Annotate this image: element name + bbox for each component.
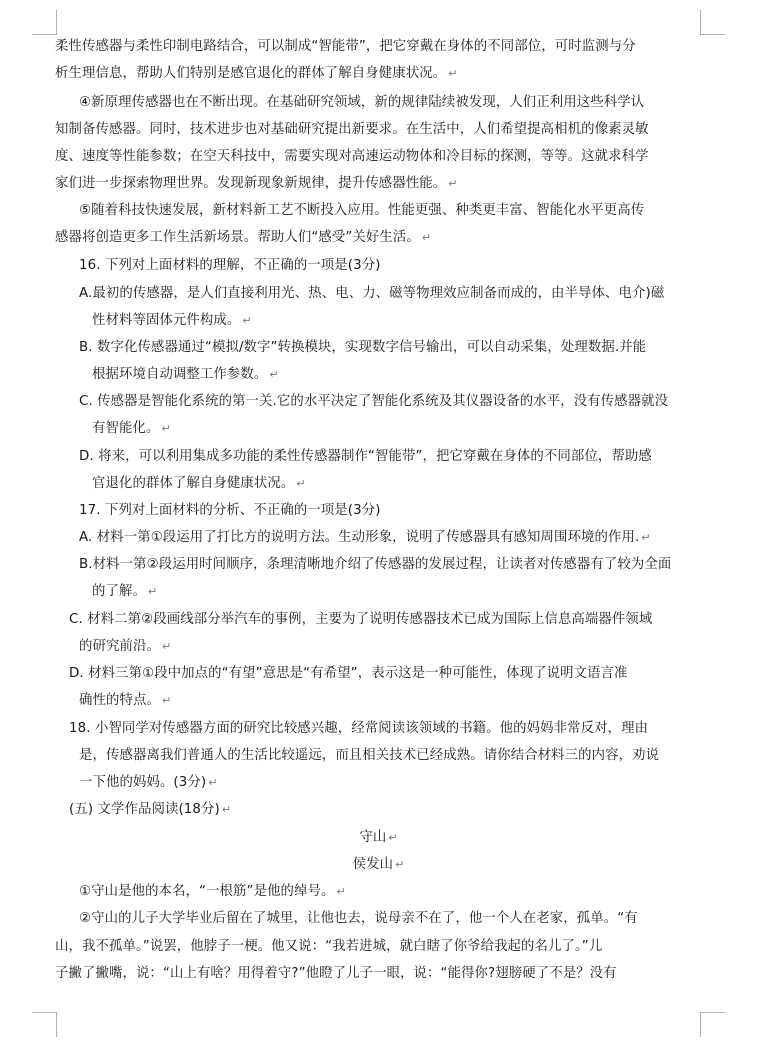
- corner-mark-bottom-left: [32, 1012, 57, 1037]
- text-line: 山，我不孤单。”说罢，他脖子一梗。他又说：“我若进城，就白瞎了你爷给我起的名儿了。”儿: [55, 939, 603, 954]
- text-line: 的研究前沿。 ↵: [79, 639, 172, 654]
- text-line: 度、速度等性能参数；在空天科技中，需要实现对高速运动物体和冷目标的探测，等等。这就求科学: [55, 149, 649, 164]
- text-line: ④新原理传感器也在不断出现。在基础研究领域，新的规律陆续被发现，人们正利用这些科学认: [79, 95, 645, 110]
- option-16-d: D. 将来，可以利用集成多功能的柔性传感器制作“智能带”，把它穿戴在身体的不同部位，帮助感: [79, 449, 652, 464]
- text-line: 子撇了撇嘴，说：“山上有啥？用得着守?”他瞪了儿子一眼，说：“能得你?翅膀硬了不是？没有: [55, 966, 617, 981]
- option-17-d: D. 材料三第①段中加点的“有望”意思是“有希望”，表示这是一种可能性，体现了说明文语言准: [69, 666, 628, 681]
- section-heading: (五) 文学作品阅读(18分) ↵: [69, 802, 232, 817]
- question-16-stem: 16. 下列对上面材料的理解，不正确的一项是(3分): [79, 258, 381, 273]
- text-line: 析生理信息，帮助人们特别是感官退化的群体了解自身健康状况。 ↵: [55, 66, 458, 81]
- text-line: 有智能化。 ↵: [92, 421, 171, 436]
- corner-mark-bottom-right: [700, 1012, 725, 1037]
- story-author: 侯发山 ↵: [352, 857, 405, 872]
- text-line: ⑤随着科技快速发展，新材料新工艺不断投入应用。性能更强、种类更丰富、智能化水平更高传: [79, 203, 645, 218]
- option-17-a: A. 材料一第①段运用了打比方的说明方法。生动形象，说明了传感器具有感知周围环境的作用. ↵: [79, 530, 651, 545]
- text-line: 一下他的妈妈。(3分) ↵: [79, 775, 218, 790]
- corner-mark-top-left: [32, 10, 57, 35]
- story-title: 守山 ↵: [359, 830, 398, 845]
- option-16-a: A.最初的传感器，是人们直接利用光、热、电、力、磁等物理效应制备而成的，由半导体、电介)磁: [79, 286, 665, 301]
- option-16-b: B. 数字化传感器通过“模拟/数字”转换模块，实现数字信号输出，可以自动采集，处理数据.并能: [79, 340, 647, 355]
- text-line: ①守山是他的本名，“一根筋”是他的绰号。 ↵: [79, 884, 346, 899]
- question-18-stem: 18. 小智同学对传感器方面的研究比较感兴趣，经常阅读该领域的书籍。他的妈妈非常反对，理由: [69, 721, 649, 736]
- text-line: 柔性传感器与柔性印制电路结合，可以制成“智能带”，把它穿戴在身体的不同部位，可时监测与分: [55, 39, 636, 54]
- corner-mark-top-right: [700, 10, 725, 35]
- option-17-b: B.材料一第②段运用时间顺序，条理清晰地介绍了传感器的发展过程，让读者对传感器有了较为全面: [79, 557, 672, 572]
- text-line: 的了解。 ↵: [92, 584, 158, 599]
- text-line: 性材料等固体元件构成。 ↵: [92, 313, 252, 328]
- question-17-stem: 17. 下列对上面材料的分析、不正确的一项是(3分): [79, 503, 381, 518]
- text-line: 是，传感器离我们普通人的生活比较遥远，而且相关技术已经成熟。请你结合材料三的内容，劝说: [79, 748, 660, 763]
- text-line: 感器将创造更多工作生活新场景。帮助人们“感受”关好生活。 ↵: [55, 230, 432, 245]
- option-16-c: C. 传感器是智能化系统的第一关.它的水平决定了智能化系统及其仪器设备的水平，没有传感器就没: [79, 394, 669, 409]
- text-line: 根据环境自动调整工作参数。 ↵: [92, 367, 279, 382]
- text-line: 官退化的群体了解自身健康状况。 ↵: [92, 476, 306, 491]
- option-17-c: C. 材料二第②段画线部分举汽车的事例，主要为了说明传感器技术已成为国际上信息高端器件领域: [69, 612, 653, 627]
- text-line: 家们进一步探索物理世界。发现新现象新规律，提升传感器性能。 ↵: [55, 176, 458, 191]
- text-line: 确性的特点。 ↵: [79, 693, 172, 708]
- text-line: ②守山的儿子大学毕业后留在了城里，让他也去，说母亲不在了，他一个人在老家，孤单。“有: [79, 911, 638, 926]
- text-line: 知制备传感器。同时，技术进步也对基础研究提出新要求。在生活中，人们希望提高相机的像素灵敏: [55, 122, 649, 137]
